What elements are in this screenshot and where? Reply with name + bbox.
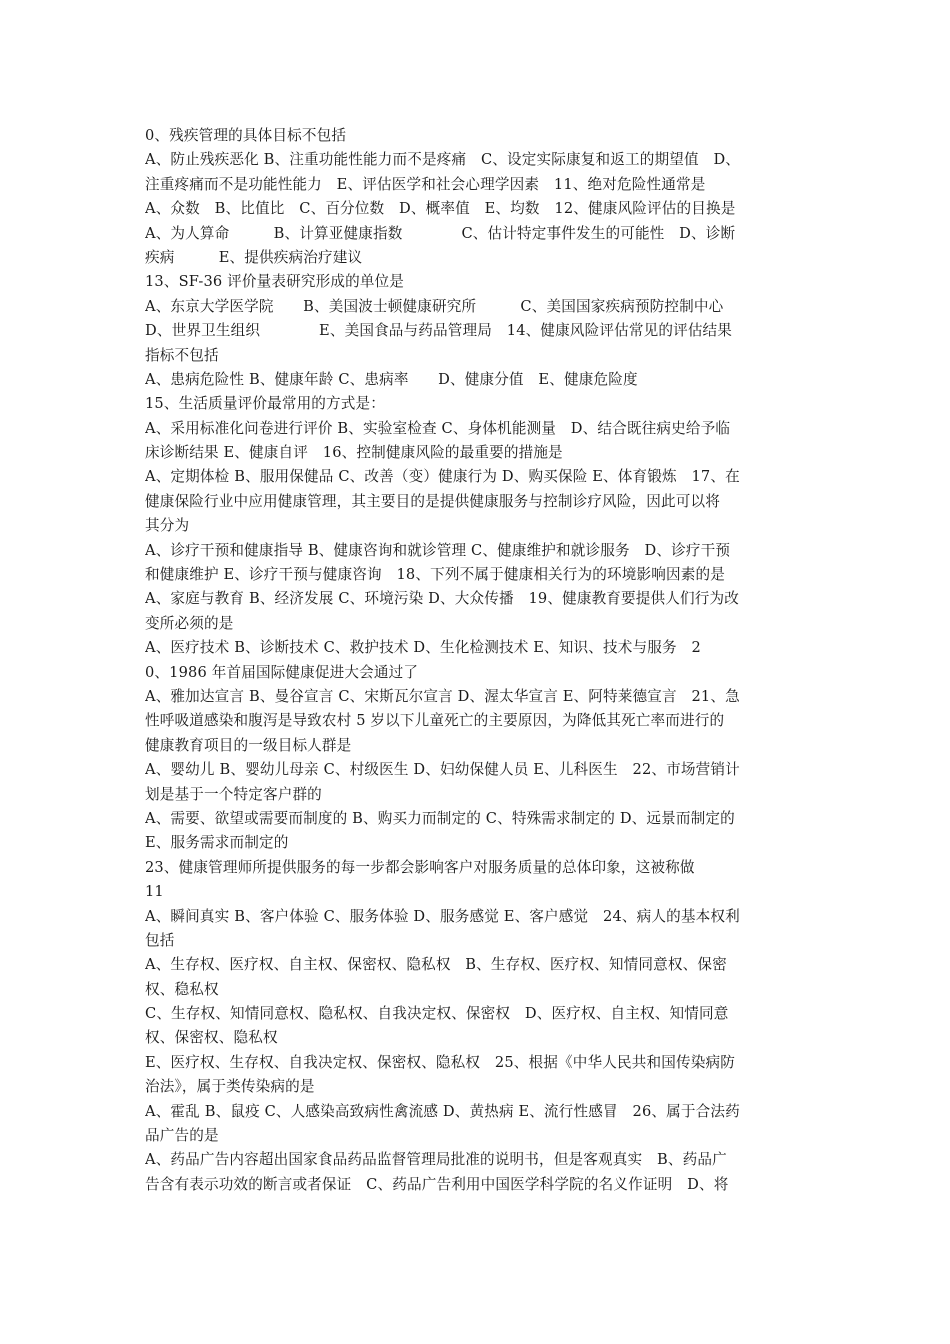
- text-line: A、婴幼儿 B、婴幼儿母亲 C、村级医生 D、妇幼保健人员 E、儿科医生 22、市场营销计: [145, 761, 740, 779]
- text-line: 和健康维护 E、诊疗干预与健康咨询 18、下列不属于健康相关行为的环境影响因素的是: [145, 566, 725, 584]
- text-line: 变所必须的是: [145, 614, 234, 632]
- text-line: A、药品广告内容超出国家食品药品监督管理局批准的说明书，但是客观真实 B、药品广: [145, 1151, 727, 1169]
- text-line: 其分为: [145, 517, 190, 535]
- text-line: 疾病 E、提供疾病治疗建议: [145, 248, 363, 266]
- text-line: E、服务需求而制定的: [145, 834, 289, 852]
- text-line: 划是基于一个特定客户群的: [145, 785, 322, 803]
- text-line: 23、健康管理师所提供服务的每一步都会影响客户对服务质量的总体印象，这被称做: [145, 858, 695, 876]
- text-line: 11: [145, 883, 164, 901]
- text-line: 告含有表示功效的断言或者保证 C、药品广告利用中国医学科学院的名义作证明 D、将: [145, 1175, 729, 1193]
- text-line: A、诊疗干预和健康指导 B、健康咨询和就诊管理 C、健康维护和就诊服务 D、诊疗干预: [145, 541, 731, 559]
- text-line: 治法》，属于类传染病的是: [145, 1078, 315, 1096]
- text-line: 权、稳私权: [145, 980, 219, 998]
- text-line: 0、残疾管理的具体目标不包括: [145, 127, 347, 144]
- text-line: A、东京大学医学院 B、美国波士顿健康研究所 C、美国国家疾病预防控制中心: [145, 297, 724, 315]
- text-line: 13、SF-36 评价量表研究形成的单位是: [145, 273, 405, 291]
- text-line: A、为人算命 B、计算亚健康指数 C、估计特定事件发生的可能性 D、诊断: [145, 224, 736, 242]
- text-line: A、生存权、医疗权、自主权、保密权、隐私权 B、生存权、医疗权、知情同意权、保密: [145, 956, 727, 974]
- text-line: A、雅加达宣言 B、曼谷宣言 C、宋斯瓦尔宣言 D、渥太华宣言 E、阿特莱德宣言 21、急: [145, 687, 740, 705]
- text-line: D、世界卫生组织 E、美国食品与药品管理局 14、健康风险评估常见的评估结果: [145, 322, 733, 340]
- text-line: A、瞬间真实 B、客户体验 C、服务体验 D、服务感觉 E、客户感觉 24、病人的基本权利: [145, 907, 740, 925]
- text-line: 0、1986 年首届国际健康促进大会通过了: [145, 663, 419, 681]
- text-line: A、众数 B、比值比 C、百分位数 D、概率值 E、均数 12、健康风险评估的目换是: [145, 200, 736, 218]
- text-line: 健康教育项目的一级目标人群是: [145, 736, 352, 754]
- text-line: 床诊断结果 E、健康自评 16、控制健康风险的最重要的措施是: [145, 444, 563, 462]
- text-line: 品广告的是: [145, 1127, 219, 1145]
- text-line: A、家庭与教育 B、经济发展 C、环境污染 D、大众传播 19、健康教育要提供人们行为改: [145, 590, 740, 608]
- text-line: 包括: [145, 931, 175, 949]
- text-line: 健康保险行业中应用健康管理，其主要目的是提供健康服务与控制诊疗风险，因此可以将: [145, 492, 721, 510]
- text-line: A、医疗技术 B、诊断技术 C、救护技术 D、生化检测技术 E、知识、技术与服务 2: [145, 639, 701, 657]
- text-line: 15、生活质量评价最常用的方式是：: [145, 395, 386, 413]
- document-body: [145, 124, 810, 1197]
- text-line: A、患病危险性 B、健康年龄 C、患病率 D、健康分值 E、健康危险度: [145, 370, 638, 388]
- text-line: 注重疼痛而不是功能性能力 E、评估医学和社会心理学因素 11、绝对危险性通常是: [145, 175, 706, 193]
- text-line: E、医疗权、生存权、自我决定权、保密权、隐私权 25、根据《中华人民共和国传染病防: [145, 1053, 735, 1071]
- text-line: A、需要、欲望或需要而制度的 B、购买力而制定的 C、特殊需求制定的 D、远景而制定的: [145, 809, 735, 827]
- text-line: 权、保密权、隐私权: [145, 1029, 278, 1047]
- text-line: C、生存权、知情同意权、隐私权、自我决定权、保密权 D、医疗权、自主权、知情同意: [145, 1005, 729, 1023]
- text-line: A、采用标准化问卷进行评价 B、实验室检查 C、身体机能测量 D、结合既往病史给予临: [145, 419, 731, 437]
- text-line: 指标不包括: [145, 346, 219, 364]
- text-line: 性呼吸道感染和腹泻是导致农村 5 岁以下儿童死亡的主要原因，为降低其死亡率而进行的: [145, 712, 725, 730]
- text-line: A、定期体检 B、服用保健品 C、改善（变）健康行为 D、购买保险 E、体育锻炼 17、在: [145, 468, 740, 486]
- text-line: A、霍乱 B、鼠疫 C、人感染高致病性禽流感 D、黄热病 E、流行性感冒 26、属于合法药: [145, 1102, 740, 1120]
- text-line: A、防止残疾恶化 B、注重功能性能力而不是疼痛 C、设定实际康复和返工的期望值 D、: [145, 151, 741, 169]
